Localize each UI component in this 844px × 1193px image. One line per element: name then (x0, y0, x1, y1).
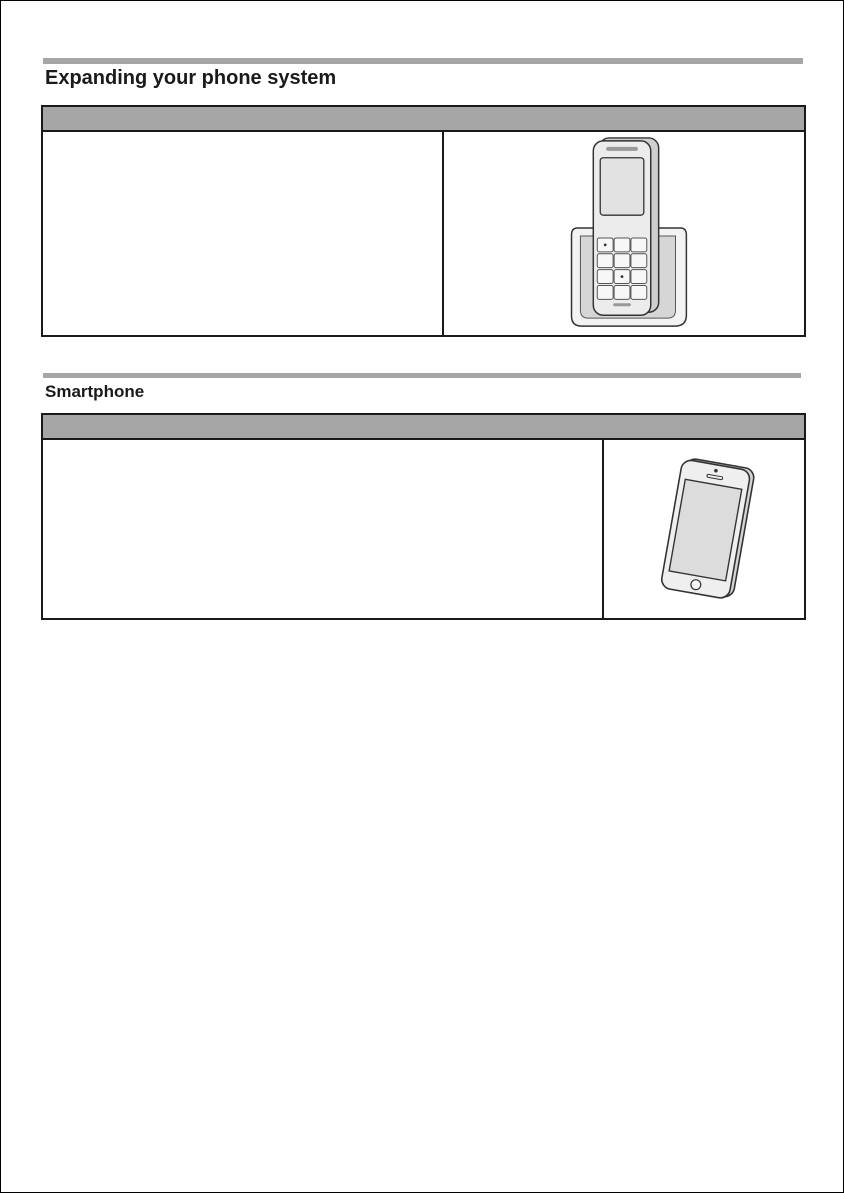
cordless-handset-illustration (444, 132, 804, 335)
table-text-cell (43, 440, 604, 618)
smartphone-table (41, 413, 806, 620)
section-title-expanding: Expanding your phone system (45, 67, 337, 89)
table-header-bar (43, 107, 804, 132)
expansion-table (41, 105, 806, 337)
section-title-smartphone: Smartphone (45, 382, 145, 401)
table-text-cell (43, 132, 444, 335)
table-image-cell (442, 132, 804, 335)
smartphone-illustration (604, 440, 804, 618)
table-image-cell (602, 440, 804, 618)
table-header-bar (43, 415, 804, 440)
section-rule (43, 373, 801, 378)
section-rule (43, 58, 803, 64)
